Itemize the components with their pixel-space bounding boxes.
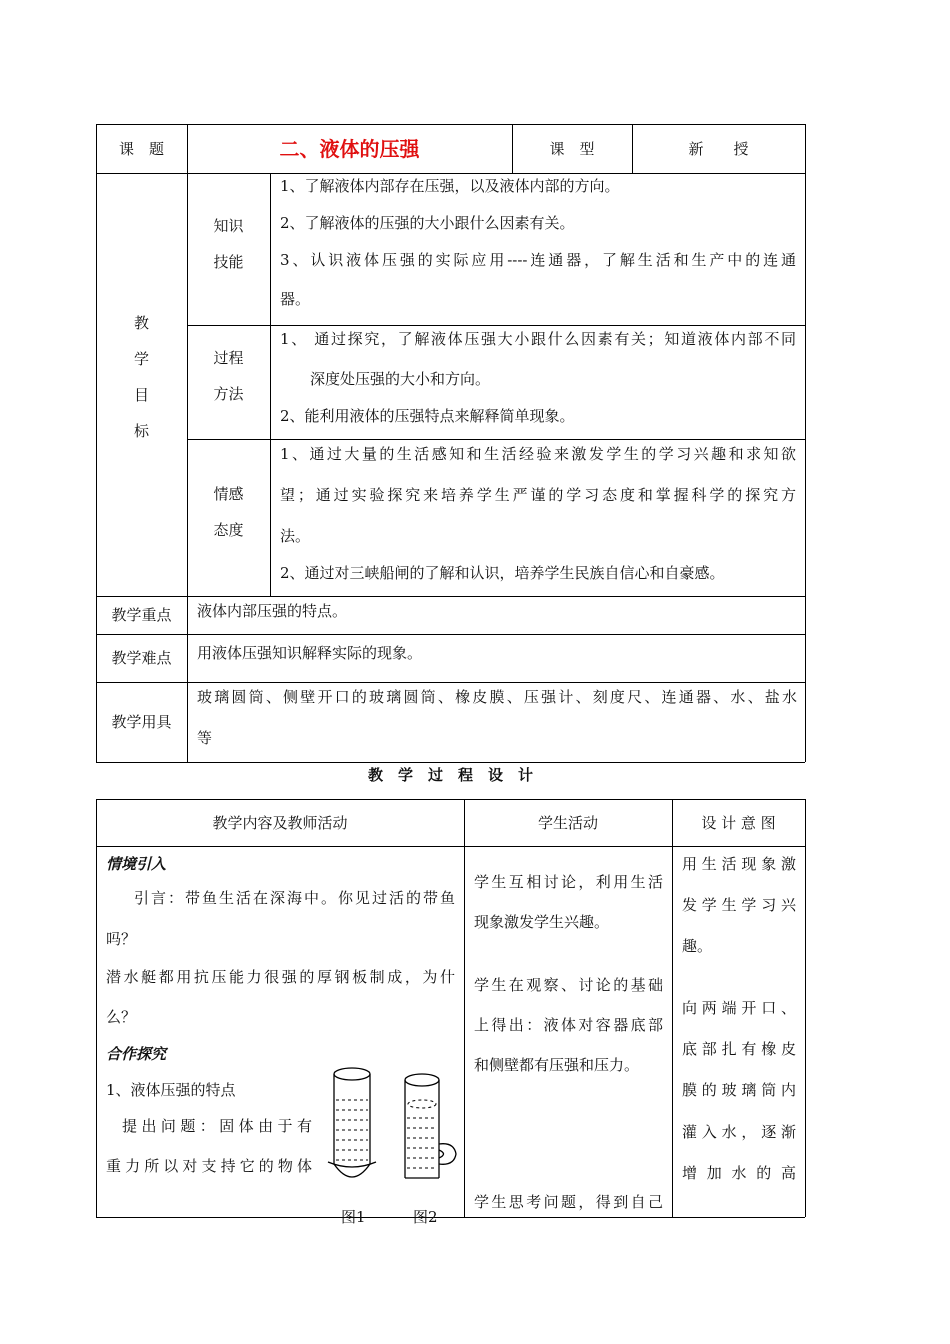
intro-line-1: 引言：带鱼生活在深海中。你见过活的带鱼 [134,889,455,907]
knowledge-line-1: 1、了解液体内部存在压强，以及液体内部的方向。 [280,177,620,195]
key-point-label: 教学重点 [111,606,172,624]
student-line-b1: 学生在观察、讨论的基础 [474,976,663,994]
section-situation-intro: 情境引入 [106,855,167,873]
knowledge-label-line: 技能 [213,253,244,271]
col-header-student: 学生活动 [537,813,598,832]
intent-line-b5: 增加水的高 [682,1164,796,1182]
knowledge-line-3: 3、认识液体压强的实际应用----连通器，了解生活和生产中的连通 [280,251,796,269]
intent-line-a3: 趣。 [682,937,713,955]
student-line-b3: 和侧壁都有压强和压力。 [474,1056,640,1074]
process-line-1: 1、 通过探究，了解液体压强大小跟什么因素有关；知道液体内部不同 [280,330,796,348]
student-line-b2: 上得出：液体对容器底部 [474,1016,663,1034]
student-line-a2: 现象激发学生兴趣。 [474,913,610,931]
tools-line-2: 等 [197,729,213,747]
emotion-label-line: 态度 [213,521,244,539]
figure-1-caption: 图1 [341,1208,366,1226]
knowledge-line-4: 器。 [280,290,311,308]
process-label-line: 方法 [213,385,244,403]
question-line-1: 提出问题：固体由于有 [122,1117,312,1135]
subject-label: 课 题 [118,139,164,158]
intro-line-3: 潜水艇都用抗压能力很强的厚钢板制成，为什 [106,968,455,986]
key-point-value: 液体内部压强的特点。 [197,602,348,620]
student-line-a1: 学生互相讨论，利用生活 [474,873,663,891]
knowledge-label-line: 知识 [213,217,244,235]
goals-label-char: 标 [133,422,149,440]
figure-2-tube [405,1074,456,1178]
figure-1-tube [328,1068,376,1177]
difficulty-value: 用液体压强知识解释实际的现象。 [197,644,423,662]
question-line-2: 重力所以对支持它的物体 [106,1157,312,1175]
difficulty-label: 教学难点 [111,649,172,667]
type-value: 新 授 [688,139,749,158]
knowledge-line-2: 2、了解液体的压强的大小跟什么因素有关。 [280,214,575,232]
process-line-3: 2、能利用液体的压强特点来解释简单现象。 [280,407,575,425]
emotion-label-line: 情感 [213,485,244,503]
figure-2-caption: 图2 [413,1208,438,1226]
glass-tube-figures [320,1060,470,1190]
process-label-line: 过程 [213,349,244,367]
process-line-2: 深度处压强的大小和方向。 [310,370,491,388]
knowledge-label [187,208,270,280]
col-header-teacher: 教学内容及教师活动 [212,813,348,832]
emotion-label [187,476,270,548]
intent-line-b1: 向两端开口、 [682,999,796,1017]
intro-line-4: 么？ [106,1008,137,1026]
type-label: 课 型 [549,139,595,158]
intro-line-2: 吗？ [106,930,137,948]
emotion-line-1: 1、通过大量的生活感知和生活经验来激发学生的学习兴趣和求知欲 [280,445,796,463]
process-heading: 教 学 过 程 设 计 [367,766,533,784]
emotion-line-3: 法。 [280,527,311,545]
emotion-line-2: 望；通过实验探究来培养学生严谨的学习态度和掌握科学的探究方 [280,486,796,504]
goals-label-char: 目 [133,386,149,404]
item-liquid-pressure: 1、液体压强的特点 [106,1081,236,1099]
emotion-line-4: 2、通过对三峡船闸的了解和认识，培养学生民族自信心和自豪感。 [280,564,725,582]
intent-line-a2: 发学生学习兴 [682,896,796,914]
col-header-intent: 设 计 意 图 [701,813,776,832]
intent-line-a1: 用生活现象激 [682,855,796,873]
student-line-c1: 学生思考问题，得到自己 [474,1193,663,1211]
goals-label-char: 学 [133,350,149,368]
lesson-title: 二、液体的压强 [279,136,420,161]
tools-line-1: 玻璃圆筒、侧壁开口的玻璃圆筒、橡皮膜、压强计、刻度尺、连通器、水、盐水 [197,688,797,706]
section-cooperative-inquiry: 合作探究 [106,1045,167,1063]
goals-label [96,305,187,449]
intent-line-b2: 底部扎有橡皮 [682,1040,796,1058]
intent-line-b4: 灌入水，逐渐 [682,1123,796,1141]
goals-label-char: 教 [133,314,149,332]
tools-label: 教学用具 [111,713,172,731]
intent-line-b3: 膜的玻璃筒内 [682,1081,796,1099]
process-label [187,340,270,412]
